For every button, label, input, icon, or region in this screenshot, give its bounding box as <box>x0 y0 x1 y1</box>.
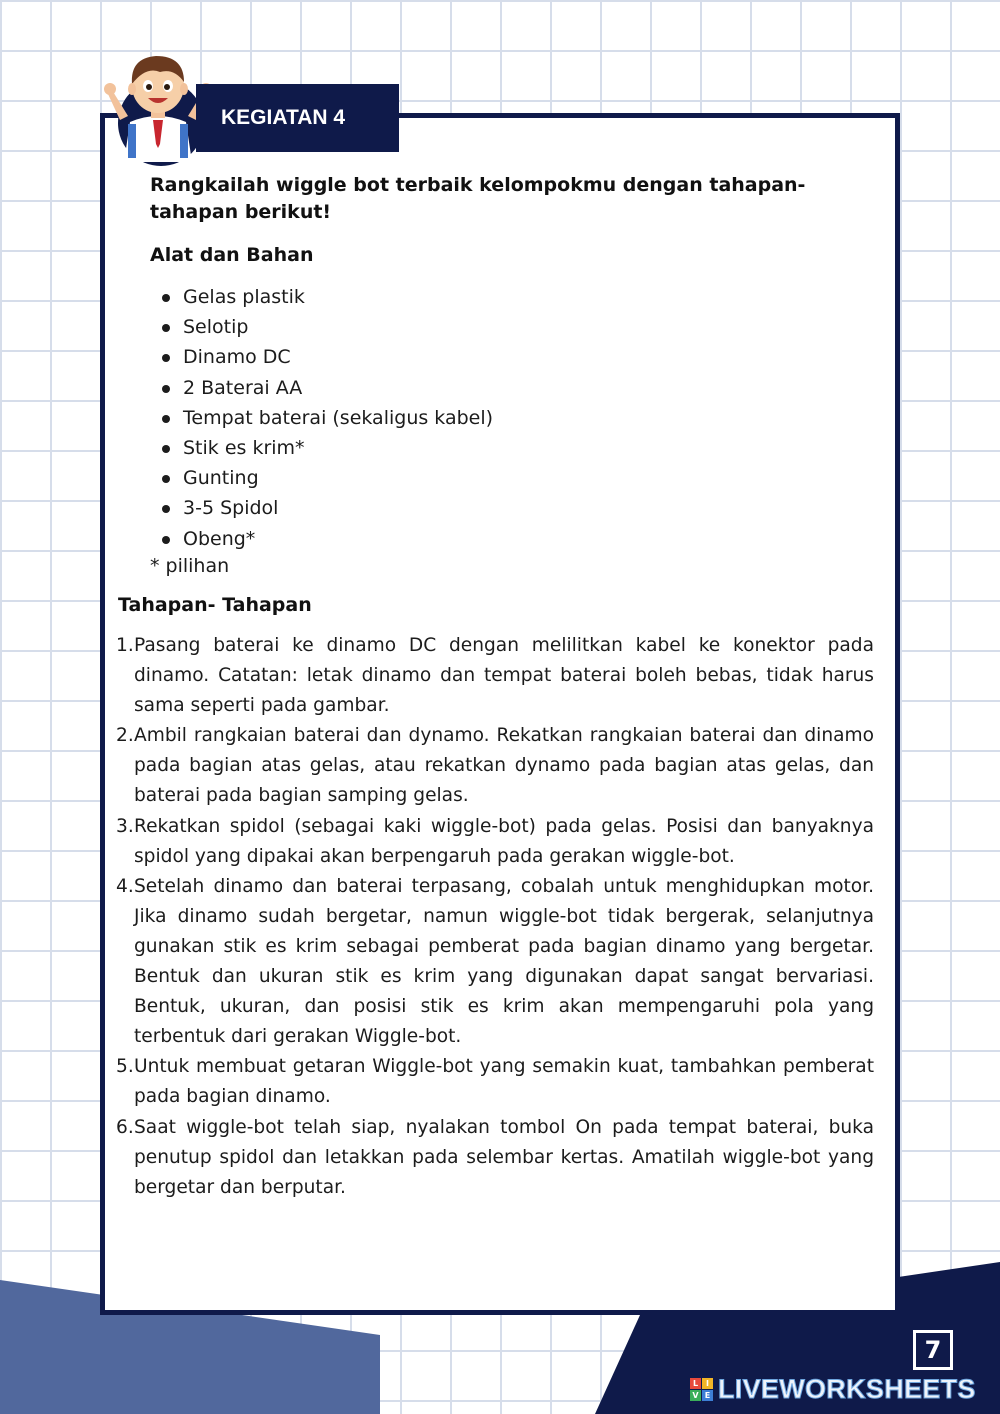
step-item <box>116 1113 874 1203</box>
bullet-icon <box>162 536 170 544</box>
step-item <box>116 872 874 1053</box>
step-item <box>116 721 874 811</box>
step-text: Rekatkan spidol (sebagai kaki wiggle-bot) pada gelas. Posisi dan banyaknya spidol yang dipakai akan berpengaruh pada gerakan wiggle-bot. <box>134 815 874 867</box>
bullet-icon <box>162 505 170 513</box>
bullet-icon <box>162 475 170 483</box>
liveworksheets-logo-icon: L I V E <box>690 1378 713 1401</box>
step-item <box>116 812 874 872</box>
list-item: Obeng* <box>162 524 493 554</box>
steps-heading: Tahapan- Tahapan <box>118 594 312 616</box>
list-item: 3-5 Spidol <box>162 493 493 523</box>
list-item: Tempat baterai (sekaligus kabel) <box>162 403 493 433</box>
step-number: 2. <box>116 725 134 747</box>
step-item <box>116 1052 874 1112</box>
list-item: Gunting <box>162 463 493 493</box>
bullet-icon <box>162 385 170 393</box>
step-text: Untuk membuat getaran Wiggle-bot yang semakin kuat, tambahkan pemberat pada bagian dinamo. <box>134 1056 874 1108</box>
list-item: 2 Baterai AA <box>162 373 493 403</box>
liveworksheets-watermark <box>690 1374 976 1404</box>
step-item <box>116 631 874 721</box>
list-item: Selotip <box>162 312 493 342</box>
optional-note: * pilihan <box>150 555 230 577</box>
watermark-text: LIVEWORKSHEETS <box>718 1373 976 1404</box>
steps-list <box>116 631 874 1203</box>
instruction-text: Rangkailah wiggle bot terbaik kelompokmu dengan tahapan-tahapan berikut! <box>150 174 806 223</box>
activity-tag: KEGIATAN 4 <box>196 84 399 152</box>
bullet-icon <box>162 324 170 332</box>
step-text: Saat wiggle-bot telah siap, nyalakan tombol On pada tempat baterai, buka penutup spidol dan letakkan pada selembar kertas. Amatilah wiggle-bot yang bergetar dan berputar. <box>134 1116 874 1198</box>
list-item: Gelas plastik <box>162 282 493 312</box>
materials-heading: Alat dan Bahan <box>150 244 314 266</box>
step-number: 6. <box>116 1116 134 1138</box>
bullet-icon <box>162 445 170 453</box>
step-text: Pasang baterai ke dinamo DC dengan melilitkan kabel ke konektor pada dinamo. Catatan: letak dinamo dan tempat baterai boleh bebas, tidak harus sama seperti pada gambar. <box>134 635 874 717</box>
step-number: 5. <box>116 1056 134 1078</box>
page-number: 7 <box>913 1330 953 1370</box>
step-number: 4. <box>116 875 134 897</box>
step-text: Setelah dinamo dan baterai terpasang, cobalah untuk menghidupkan motor. Jika dinamo sudah bergetar, namun wiggle-bot tidak bergerak, selanjutnya gunakan stik es krim sebagai pemberat pada bagian dinamo yang bergetar. Bentuk dan ukuran stik es krim yang digunakan dapat sangat bervariasi. Bentuk, ukuran, dan posisi stik es krim akan mempengaruhi pola yang terbentuk dari gerakan Wiggle-bot. <box>134 875 874 1048</box>
bullet-icon <box>162 294 170 302</box>
bullet-icon <box>162 354 170 362</box>
step-number: 3. <box>116 815 134 837</box>
list-item: Stik es krim* <box>162 433 493 463</box>
materials-list <box>162 282 493 554</box>
step-number: 1. <box>116 635 134 656</box>
bullet-icon <box>162 415 170 423</box>
list-item: Dinamo DC <box>162 342 493 372</box>
step-text: Ambil rangkaian baterai dan dynamo. Rekatkan rangkaian baterai dan dinamo pada bagian atas gelas, atau rekatkan dynamo pada bagian atas gelas, dan baterai pada bagian samping gelas. <box>134 725 874 807</box>
